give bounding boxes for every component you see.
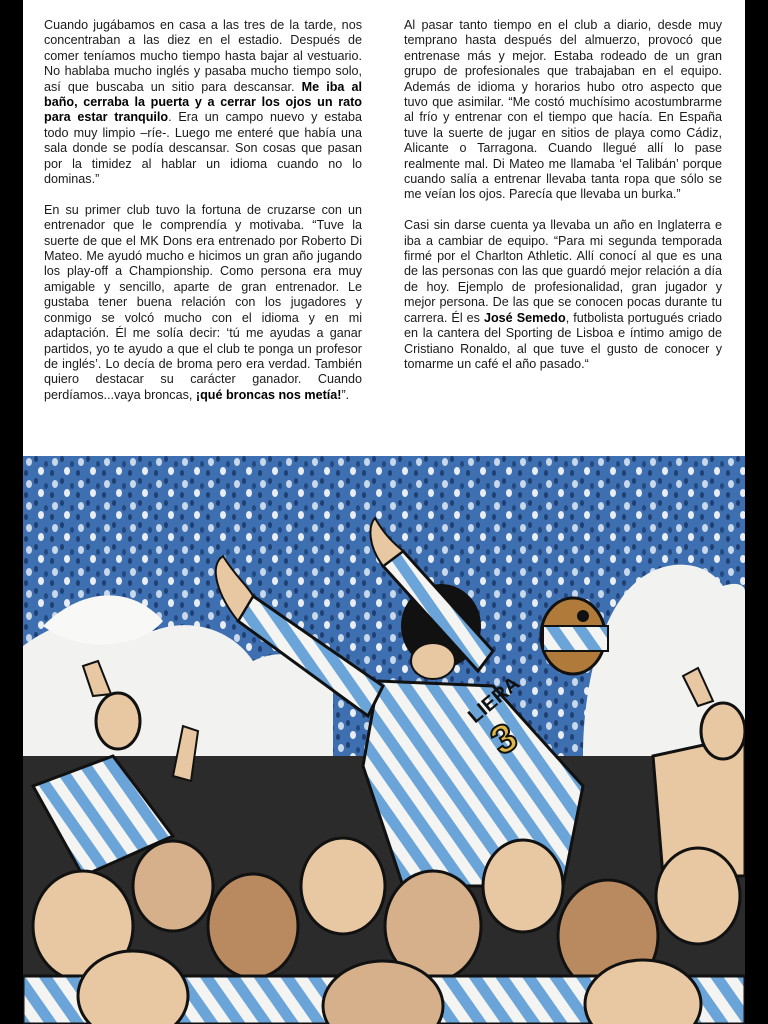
paragraph: Cuando jugábamos en casa a las tres de la tarde, nos concentraban a las diez en el estadio. Después de comer teníamos mucho tiempo hasta bajar al vestuario. No hablaba mucho inglés y pasaba mucho tiempo solo, así que buscaba un sitio para descansar. Me iba al baño, cerraba la puerta y a cerrar los ojos un rato para estar tranquilo. Era un campo nuevo y estaba todo muy limpio –ríe-. Luego me enteré que había una sala donde se podía descansar. Son cosas que pasan por la timidez al hablar un idioma cuando no lo dominas.”: [44, 18, 362, 187]
article-text: [23, 0, 745, 455]
highlight-quote: ¡qué broncas nos metía!: [195, 387, 342, 402]
paragraph: En su primer club tuvo la fortuna de cruzarse con un entrenador que le comprendía y motivaba. “Tuve la suerte de que el MK Dons era entrenado por Roberto Di Mateo. Me ayudó mucho e hicimos un gran año jugando los play-off a Championship. Como persona era muy amigable y sencillo, aparte de gran entrenador. Le gustaba tener buena relación con los jugadores y conmigo se volcó mucho con el idioma y en mi adaptación. Él me solía decir: ‘tú me ayudas a ganar partidos, yo te ayudo a que el club te ponga un profesor de inglés’. Lo decía de broma pero era verdad. También quiero destacar su carácter ganador. Cuando perdíamos...vaya broncas, ¡qué broncas nos metía!”.: [44, 202, 362, 402]
crowd-illustration: [23, 456, 745, 1024]
shirt-name: LIERA: [464, 672, 525, 728]
highlight-quote: Me iba al baño, cerraba la puerta y a cerrar los ojos un rato para estar tranquilo: [44, 79, 362, 125]
right-column: [404, 18, 722, 388]
paragraph: Casi sin darse cuenta ya llevaba un año en Inglaterra e iba a cambiar de equipo. “Para mi segunda temporada firmé por el Charlton Athletic. Allí conocí al que es una de las personas con las que guardó mejor relación a día de hoy. Ejemplo de profesionalidad, gran jugador y mejor persona. De las que se conocen pocas durante tu carrera. Él es José Semedo, futbolista portugués criado en la cantera del Sporting de Lisboa e íntimo amigo de Cristiano Ronaldo, al que tuve el gusto de conocer y tomarme un café el año pasado.“: [404, 218, 722, 371]
shirt-number: 3: [483, 714, 525, 764]
left-column: [44, 18, 362, 419]
highlight-name: José Semedo: [483, 310, 566, 325]
paragraph: Al pasar tanto tiempo en el club a diario, desde muy temprano hasta después del almuerzo, provocó que entrenase más y mejor. Estaba rodeado de un gran grupo de profesionales que trabajaban en el equipo. Además de idioma y horarios hubo otro aspecto que tuvo que asimilar. “Me costó muchísimo acostumbrarme al frío y entrenar con el tiempo que hacía. En España tuve la suerte de jugar en sitios de playa como Cádiz, Alicante o Tarragona. Cuando llegué allí lo pase realmente mal. Di Mateo me llamaba ‘el Talibán’ porque cuando salía a entrenar llevaba tanta ropa que sólo se me veían los ojos. Parecía que llevaba un burka.”: [404, 18, 722, 202]
magazine-page: [23, 0, 745, 1024]
fans-celebration-art: [23, 456, 745, 1024]
